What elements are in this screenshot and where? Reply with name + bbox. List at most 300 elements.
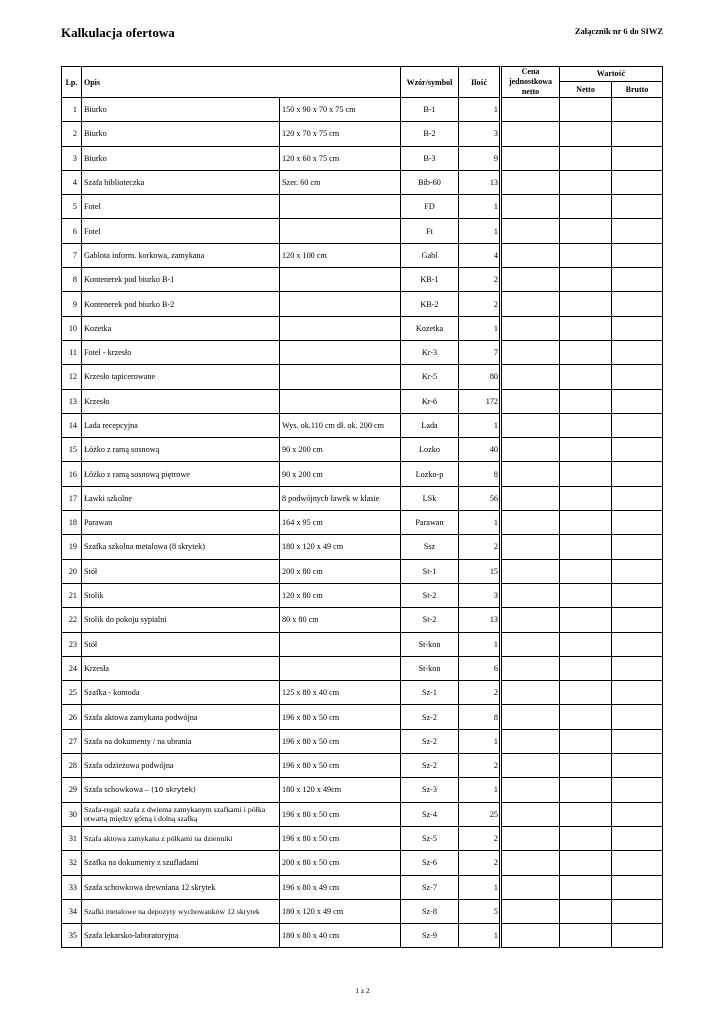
table-row xyxy=(62,389,663,413)
cell-brutto xyxy=(612,729,663,753)
row-lp: 1 xyxy=(62,98,82,122)
row-opis: Fotel xyxy=(82,195,280,219)
cell-netto xyxy=(560,462,612,486)
row-lp: 21 xyxy=(62,583,82,607)
row-ilosc: 1 xyxy=(459,729,501,753)
row-symbol: Sz-6 xyxy=(401,851,459,875)
row-ilosc: 2 xyxy=(459,851,501,875)
header-ilosc: Ilość xyxy=(459,67,501,98)
row-wymiary: 180 x 80 x 40 cm xyxy=(280,924,401,948)
cell-netto xyxy=(560,268,612,292)
row-ilosc: 1 xyxy=(459,98,501,122)
table-row xyxy=(62,632,663,656)
row-opis: Stół xyxy=(82,559,280,583)
table-row xyxy=(62,559,663,583)
table-row xyxy=(62,292,663,316)
cell-netto xyxy=(560,583,612,607)
cell-netto xyxy=(560,511,612,535)
cell-brutto xyxy=(612,170,663,194)
row-ilosc: 3 xyxy=(459,122,501,146)
table-row xyxy=(62,656,663,680)
row-lp: 20 xyxy=(62,559,82,583)
row-opis: Łóżko z ramą sosnową piętrowe xyxy=(82,462,280,486)
cell-cena xyxy=(501,924,560,948)
cell-brutto xyxy=(612,559,663,583)
cell-netto xyxy=(560,924,612,948)
row-wymiary xyxy=(280,219,401,243)
cell-cena xyxy=(501,705,560,729)
row-ilosc: 4 xyxy=(459,243,501,267)
cell-netto xyxy=(560,608,612,632)
row-lp: 5 xyxy=(62,195,82,219)
row-wymiary xyxy=(280,195,401,219)
row-wymiary: 120 x 70 x 75 cm xyxy=(280,122,401,146)
row-symbol: Sz-3 xyxy=(401,778,459,802)
row-lp: 11 xyxy=(62,340,82,364)
row-opis: Szafka na dokumenty z szufladami xyxy=(82,851,280,875)
cell-cena xyxy=(501,632,560,656)
row-wymiary: 196 x 80 x 50 cm xyxy=(280,802,401,826)
row-ilosc: 2 xyxy=(459,681,501,705)
cell-cena xyxy=(501,462,560,486)
table-row xyxy=(62,219,663,243)
row-lp: 35 xyxy=(62,924,82,948)
row-lp: 13 xyxy=(62,389,82,413)
row-lp: 16 xyxy=(62,462,82,486)
cell-netto xyxy=(560,705,612,729)
row-wymiary: 90 x 200 cm xyxy=(280,462,401,486)
table-row xyxy=(62,316,663,340)
cell-brutto xyxy=(612,219,663,243)
cell-cena xyxy=(501,826,560,850)
row-wymiary: 180 x 120 x 49cm xyxy=(280,778,401,802)
row-opis: Gablota inform. korkowa, zamykana xyxy=(82,243,280,267)
row-ilosc: 1 xyxy=(459,632,501,656)
row-wymiary: 8 podwójnych ławek w klasie xyxy=(280,486,401,510)
row-symbol: KB-2 xyxy=(401,292,459,316)
row-symbol: B-1 xyxy=(401,98,459,122)
row-symbol: Kr-5 xyxy=(401,365,459,389)
header-lp: Lp. xyxy=(62,67,82,98)
row-symbol: Sz-2 xyxy=(401,705,459,729)
header-brutto: Brutto xyxy=(612,81,663,97)
cell-cena xyxy=(501,365,560,389)
table-row xyxy=(62,195,663,219)
cell-netto xyxy=(560,875,612,899)
table-row xyxy=(62,729,663,753)
cell-brutto xyxy=(612,268,663,292)
cell-netto xyxy=(560,438,612,462)
row-wymiary: 90 x 200 cm xyxy=(280,438,401,462)
cell-brutto xyxy=(612,511,663,535)
row-opis-extra: (10 skrytek) xyxy=(151,785,196,795)
cell-cena xyxy=(501,681,560,705)
row-symbol: Sz-5 xyxy=(401,826,459,850)
row-wymiary: 120 x 60 x 75 cm xyxy=(280,146,401,170)
row-ilosc: 2 xyxy=(459,826,501,850)
row-symbol: Lozko xyxy=(401,438,459,462)
cell-cena xyxy=(501,608,560,632)
cell-cena xyxy=(501,98,560,122)
cell-netto xyxy=(560,559,612,583)
row-lp: 12 xyxy=(62,365,82,389)
row-opis: Szafa biblioteczka xyxy=(82,170,280,194)
cell-netto xyxy=(560,316,612,340)
cell-cena xyxy=(501,195,560,219)
row-lp: 7 xyxy=(62,243,82,267)
row-lp: 17 xyxy=(62,486,82,510)
row-wymiary xyxy=(280,340,401,364)
cell-netto xyxy=(560,413,612,437)
cell-netto xyxy=(560,754,612,778)
row-symbol: B-3 xyxy=(401,146,459,170)
table-row xyxy=(62,583,663,607)
cell-cena xyxy=(501,413,560,437)
cell-brutto xyxy=(612,924,663,948)
row-wymiary: 150 x 90 x 70 x 75 cm xyxy=(280,98,401,122)
cell-netto xyxy=(560,365,612,389)
cell-cena xyxy=(501,535,560,559)
row-lp: 25 xyxy=(62,681,82,705)
row-opis: Szafka - komoda xyxy=(82,681,280,705)
cell-cena xyxy=(501,511,560,535)
row-opis: Szafki metalowe na depozyty wychowanków 12 skrytek xyxy=(82,899,280,923)
table-row xyxy=(62,875,663,899)
row-lp: 10 xyxy=(62,316,82,340)
table-row xyxy=(62,681,663,705)
row-ilosc: 9 xyxy=(459,146,501,170)
cell-netto xyxy=(560,98,612,122)
row-symbol: Gabl xyxy=(401,243,459,267)
row-opis: Kontenerek pod biurko B-1 xyxy=(82,268,280,292)
row-ilosc: 1 xyxy=(459,219,501,243)
row-ilosc: 80 xyxy=(459,365,501,389)
row-ilosc: 2 xyxy=(459,268,501,292)
row-opis: Parawan xyxy=(82,511,280,535)
row-lp: 24 xyxy=(62,656,82,680)
row-wymiary: 120 x 80 cm xyxy=(280,583,401,607)
row-ilosc: 1 xyxy=(459,511,501,535)
cell-brutto xyxy=(612,243,663,267)
row-opis: Stół xyxy=(82,632,280,656)
row-opis: Szafa lekarsko-laboratoryjna xyxy=(82,924,280,948)
row-symbol: St-2 xyxy=(401,608,459,632)
cell-cena xyxy=(501,389,560,413)
row-opis: Kozetka xyxy=(82,316,280,340)
row-opis-cell xyxy=(82,778,280,802)
row-ilosc: 13 xyxy=(459,170,501,194)
row-opis: Szafa odzieżowa podwójna xyxy=(82,754,280,778)
row-wymiary xyxy=(280,316,401,340)
table-row xyxy=(62,899,663,923)
row-ilosc: 3 xyxy=(459,583,501,607)
row-symbol: Ssz xyxy=(401,535,459,559)
row-ilosc: 1 xyxy=(459,195,501,219)
row-opis: Biurko xyxy=(82,122,280,146)
header-wzor: Wzór/symbol xyxy=(401,67,459,98)
row-opis: Biurko xyxy=(82,98,280,122)
row-wymiary xyxy=(280,632,401,656)
cell-netto xyxy=(560,486,612,510)
cell-brutto xyxy=(612,292,663,316)
row-opis: Szafka szkolna metalowa (8 skrytek) xyxy=(82,535,280,559)
row-opis: Łóżko z ramą sosnową xyxy=(82,438,280,462)
row-symbol: St-2 xyxy=(401,583,459,607)
row-symbol: St-1 xyxy=(401,559,459,583)
cell-cena xyxy=(501,729,560,753)
table-row xyxy=(62,486,663,510)
row-symbol: Sz-9 xyxy=(401,924,459,948)
table-row xyxy=(62,170,663,194)
table-row xyxy=(62,705,663,729)
cell-netto xyxy=(560,802,612,826)
row-ilosc: 6 xyxy=(459,656,501,680)
cell-netto xyxy=(560,851,612,875)
cell-cena xyxy=(501,802,560,826)
row-ilosc: 1 xyxy=(459,875,501,899)
row-lp: 3 xyxy=(62,146,82,170)
cell-cena xyxy=(501,219,560,243)
row-lp: 34 xyxy=(62,899,82,923)
table-row xyxy=(62,365,663,389)
row-lp: 23 xyxy=(62,632,82,656)
cell-netto xyxy=(560,170,612,194)
row-lp: 9 xyxy=(62,292,82,316)
cell-cena xyxy=(501,122,560,146)
table-row xyxy=(62,98,663,122)
row-lp: 29 xyxy=(62,778,82,802)
row-opis: Fotel xyxy=(82,219,280,243)
row-wymiary: 196 x 80 x 49 cm xyxy=(280,875,401,899)
cell-cena xyxy=(501,268,560,292)
document-title: Kalkulacja ofertowa xyxy=(61,25,175,40)
cell-brutto xyxy=(612,486,663,510)
header-netto: Netto xyxy=(560,81,612,97)
cell-cena xyxy=(501,583,560,607)
offer-table xyxy=(61,66,663,948)
row-symbol: St-kon xyxy=(401,632,459,656)
row-wymiary: 196 x 80 x 50 cm xyxy=(280,705,401,729)
row-symbol: Kr-6 xyxy=(401,389,459,413)
row-symbol: Ft xyxy=(401,219,459,243)
row-opis: Krzesło tapicerowane xyxy=(82,365,280,389)
row-symbol: LSk xyxy=(401,486,459,510)
cell-cena xyxy=(501,438,560,462)
row-opis: Szafa-regał: szafa z dwiema zamykanym szafkami i półka otwartą między górną i dolną szafką xyxy=(82,802,280,826)
cell-netto xyxy=(560,292,612,316)
row-symbol: Sz-8 xyxy=(401,899,459,923)
cell-brutto xyxy=(612,462,663,486)
cell-brutto xyxy=(612,778,663,802)
row-lp: 6 xyxy=(62,219,82,243)
row-lp: 26 xyxy=(62,705,82,729)
cell-cena xyxy=(501,340,560,364)
row-lp: 14 xyxy=(62,413,82,437)
row-lp: 30 xyxy=(62,802,82,826)
row-opis: Szafa schowkowa – xyxy=(84,785,152,795)
row-lp: 4 xyxy=(62,170,82,194)
cell-brutto xyxy=(612,340,663,364)
table-row xyxy=(62,146,663,170)
row-ilosc: 2 xyxy=(459,292,501,316)
row-symbol: St-kon xyxy=(401,656,459,680)
cell-brutto xyxy=(612,826,663,850)
table-row xyxy=(62,413,663,437)
row-wymiary xyxy=(280,268,401,292)
cell-netto xyxy=(560,389,612,413)
header-opis: Opis xyxy=(82,67,401,98)
row-wymiary: 196 x 80 x 50 cm xyxy=(280,826,401,850)
row-opis: Szafa aktowa zamykana z półkami na dzienniki xyxy=(82,826,280,850)
row-ilosc: 8 xyxy=(459,462,501,486)
row-wymiary xyxy=(280,389,401,413)
row-wymiary xyxy=(280,656,401,680)
row-wymiary: 120 x 100 cm xyxy=(280,243,401,267)
row-ilosc: 1 xyxy=(459,778,501,802)
row-lp: 33 xyxy=(62,875,82,899)
table-row xyxy=(62,754,663,778)
row-wymiary: 200 x 80 x 50 cm xyxy=(280,851,401,875)
cell-brutto xyxy=(612,195,663,219)
cell-brutto xyxy=(612,535,663,559)
row-wymiary: 180 x 120 x 49 cm xyxy=(280,535,401,559)
row-opis: Krzesło xyxy=(82,389,280,413)
row-wymiary: 200 x 80 cm xyxy=(280,559,401,583)
row-symbol: Kr-3 xyxy=(401,340,459,364)
table-row xyxy=(62,340,663,364)
cell-brutto xyxy=(612,438,663,462)
row-ilosc: 1 xyxy=(459,413,501,437)
row-symbol: Sz-1 xyxy=(401,681,459,705)
cell-brutto xyxy=(612,899,663,923)
row-wymiary: 196 x 80 x 50 cm xyxy=(280,729,401,753)
cell-cena xyxy=(501,656,560,680)
cell-brutto xyxy=(612,316,663,340)
row-lp: 18 xyxy=(62,511,82,535)
cell-netto xyxy=(560,656,612,680)
cell-cena xyxy=(501,778,560,802)
row-lp: 22 xyxy=(62,608,82,632)
cell-netto xyxy=(560,535,612,559)
cell-netto xyxy=(560,778,612,802)
cell-brutto xyxy=(612,656,663,680)
row-opis: Biurko xyxy=(82,146,280,170)
row-symbol: Bib-60 xyxy=(401,170,459,194)
cell-cena xyxy=(501,146,560,170)
row-opis: Ławki szkolne xyxy=(82,486,280,510)
row-lp: 2 xyxy=(62,122,82,146)
header-wartosc: Wartość xyxy=(560,67,663,82)
row-ilosc: 172 xyxy=(459,389,501,413)
cell-netto xyxy=(560,243,612,267)
row-opis: Stolik xyxy=(82,583,280,607)
row-symbol: Parawan xyxy=(401,511,459,535)
cell-brutto xyxy=(612,802,663,826)
row-wymiary: Szer. 60 cm xyxy=(280,170,401,194)
table-row xyxy=(62,462,663,486)
row-lp: 32 xyxy=(62,851,82,875)
cell-cena xyxy=(501,243,560,267)
header-cena: Cena jednostkowa netto xyxy=(501,67,560,98)
row-opis: Szafa aktowa zamykana podwójna xyxy=(82,705,280,729)
table-row xyxy=(62,243,663,267)
row-ilosc: 1 xyxy=(459,316,501,340)
row-symbol: Sz-2 xyxy=(401,729,459,753)
cell-cena xyxy=(501,292,560,316)
row-wymiary xyxy=(280,365,401,389)
cell-brutto xyxy=(612,875,663,899)
cell-brutto xyxy=(612,389,663,413)
row-symbol: Lada xyxy=(401,413,459,437)
cell-netto xyxy=(560,195,612,219)
row-ilosc: 1 xyxy=(459,924,501,948)
cell-cena xyxy=(501,170,560,194)
cell-brutto xyxy=(612,413,663,437)
row-ilosc: 7 xyxy=(459,340,501,364)
row-symbol: Lozko-p xyxy=(401,462,459,486)
row-wymiary: Wys. ok.110 cm dł. ok. 200 cm xyxy=(280,413,401,437)
cell-netto xyxy=(560,632,612,656)
row-opis: Szafa na dokumenty / na ubrania xyxy=(82,729,280,753)
cell-brutto xyxy=(612,365,663,389)
row-ilosc: 2 xyxy=(459,535,501,559)
cell-brutto xyxy=(612,681,663,705)
table-row xyxy=(62,802,663,826)
cell-brutto xyxy=(612,851,663,875)
row-wymiary: 164 x 95 cm xyxy=(280,511,401,535)
cell-cena xyxy=(501,875,560,899)
row-lp: 28 xyxy=(62,754,82,778)
cell-brutto xyxy=(612,146,663,170)
cell-brutto xyxy=(612,122,663,146)
row-ilosc: 56 xyxy=(459,486,501,510)
row-wymiary: 196 x 80 x 50 cm xyxy=(280,754,401,778)
row-symbol: Sz-7 xyxy=(401,875,459,899)
cell-netto xyxy=(560,826,612,850)
row-symbol: Sz-4 xyxy=(401,802,459,826)
row-opis: Krzesła xyxy=(82,656,280,680)
row-opis: Szafa schowkowa drewniana 12 skrytek xyxy=(82,875,280,899)
table-row xyxy=(62,608,663,632)
annex-label: Załącznik nr 6 do SIWZ xyxy=(574,26,663,36)
cell-cena xyxy=(501,754,560,778)
row-ilosc: 2 xyxy=(459,754,501,778)
cell-brutto xyxy=(612,754,663,778)
row-symbol: FD xyxy=(401,195,459,219)
cell-netto xyxy=(560,681,612,705)
page-number: 1 z 2 xyxy=(355,986,370,995)
cell-brutto xyxy=(612,632,663,656)
table-row xyxy=(62,924,663,948)
cell-brutto xyxy=(612,583,663,607)
row-ilosc: 5 xyxy=(459,899,501,923)
row-lp: 27 xyxy=(62,729,82,753)
cell-cena xyxy=(501,486,560,510)
row-ilosc: 25 xyxy=(459,802,501,826)
cell-cena xyxy=(501,559,560,583)
row-opis: Fotel - krzesło xyxy=(82,340,280,364)
row-lp: 31 xyxy=(62,826,82,850)
cell-brutto xyxy=(612,705,663,729)
row-symbol: KB-1 xyxy=(401,268,459,292)
row-symbol: Kozetka xyxy=(401,316,459,340)
row-symbol: Sz-2 xyxy=(401,754,459,778)
row-ilosc: 40 xyxy=(459,438,501,462)
cell-netto xyxy=(560,146,612,170)
row-wymiary: 80 x 80 cm xyxy=(280,608,401,632)
cell-brutto xyxy=(612,608,663,632)
cell-netto xyxy=(560,122,612,146)
